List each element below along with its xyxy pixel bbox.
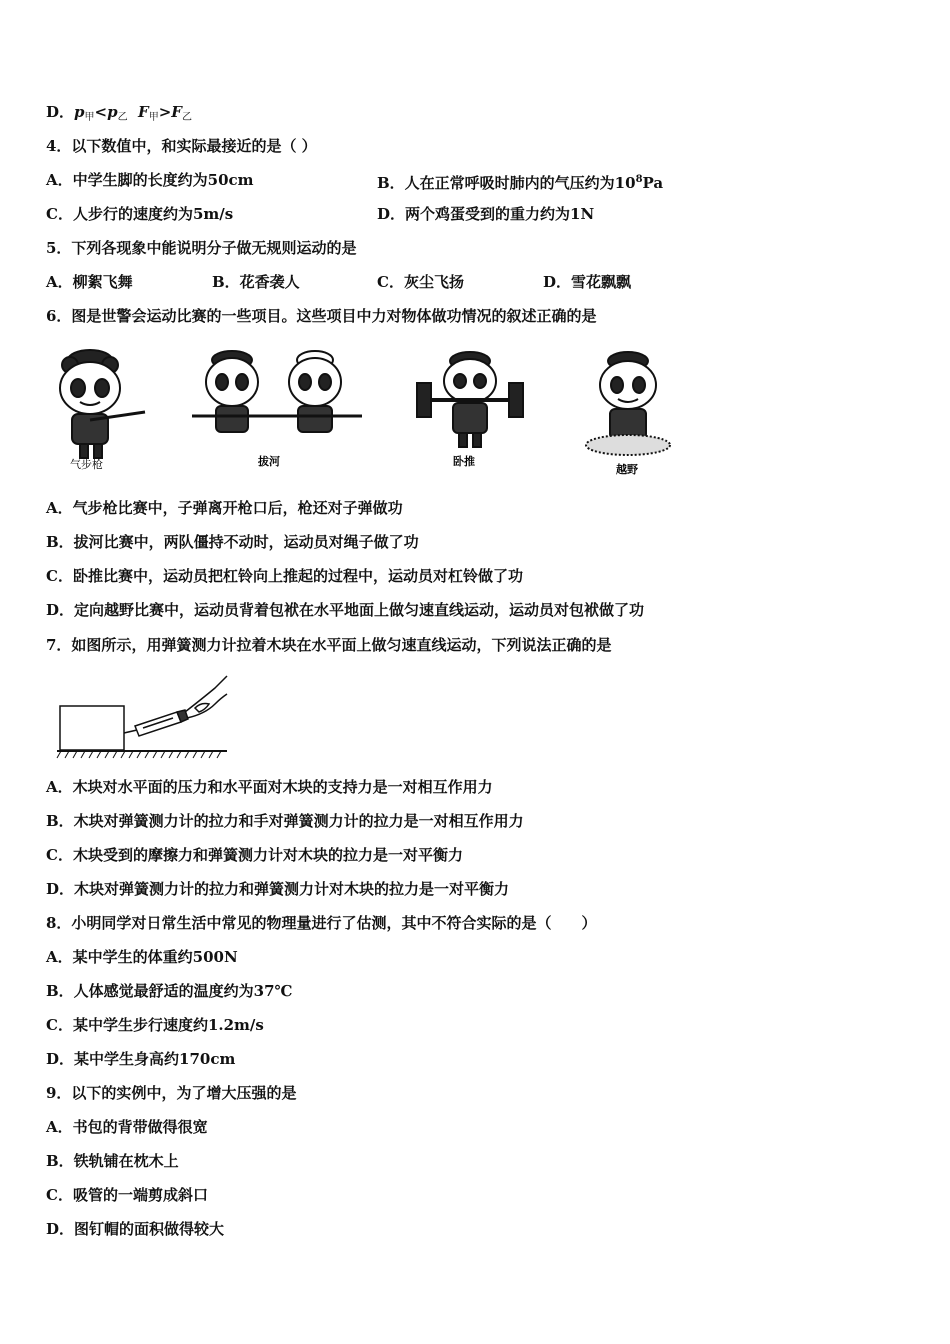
q5-option-c: C．灰尘飞扬 (377, 273, 464, 291)
q5-option-d: D．雪花飘飘 (543, 273, 632, 291)
q4-option-d: D．两个鸡蛋受到的重力约为1N (377, 205, 595, 223)
option-label: D． (46, 103, 75, 121)
q9-option-d: D．图钉帽的面积做得较大 (46, 1220, 225, 1238)
p-symbol: p (107, 103, 118, 121)
q7-option-b: B．木块对弹簧测力计的拉力和手对弹簧测力计的拉力是一对相互作用力 (46, 812, 524, 830)
q6-option-c: C．卧推比赛中，运动员把杠铃向上推起的过程中，运动员对杠铃做了功 (46, 567, 523, 585)
option-text: B．人在正常呼吸时肺内的气压约为10 (377, 174, 636, 192)
q7-stem: 7．如图所示，用弹簧测力计拉着木块在水平面上做匀速直线运动，下列说法正确的是 (46, 636, 612, 654)
q6-option-b: B．拔河比赛中，两队僵持不动时，运动员对绳子做了功 (46, 533, 419, 551)
spring-scale-block-figure (55, 668, 230, 763)
q6-stem: 6．图是世警会运动比赛的一些项目。这些项目中力对物体做功情况的叙述正确的是 (46, 307, 597, 325)
q4-stem: 4．以下数值中，和实际最接近的是（ ） (46, 137, 317, 155)
q9-option-a: A．书包的背带做得很宽 (46, 1118, 208, 1136)
f-symbol: F (171, 103, 182, 121)
q6-option-a: A．气步枪比赛中，子弹离开枪口后，枪还对子弹做功 (46, 499, 403, 517)
caption-bench-press: 卧推 (453, 455, 475, 468)
f-symbol: F (138, 103, 149, 121)
caption-orienteering: 越野 (616, 463, 638, 476)
subscript-yi: 乙 (181, 112, 192, 123)
q8-option-d: D．某中学生身高约170cm (46, 1050, 236, 1068)
subscript-yi: 乙 (117, 112, 128, 123)
greater-than: > (158, 103, 172, 121)
q5-stem: 5．下列各现象中能说明分子做无规则运动的是 (46, 239, 357, 257)
q3-option-d (46, 102, 192, 128)
q4-option-c: C．人步行的速度约为5m/s (46, 205, 234, 223)
q4-option-b (377, 170, 663, 193)
less-than: < (94, 103, 108, 121)
q5-option-b: B．花香袭人 (212, 273, 300, 291)
q8-option-c: C．某中学生步行速度约1.2m/s (46, 1016, 264, 1034)
q8-option-a: A．某中学生的体重约500N (46, 948, 238, 966)
tug-of-war-figure (190, 340, 365, 475)
unit: Pa (642, 174, 664, 192)
p-symbol: p (74, 103, 85, 121)
subscript-jia: 甲 (148, 112, 159, 123)
q9-option-c: C．吸管的一端剪成斜口 (46, 1186, 208, 1204)
q5-option-a: A．柳絮飞舞 (46, 273, 133, 291)
subscript-jia: 甲 (84, 112, 95, 123)
orienteering-figure (580, 345, 680, 480)
caption-air-rifle: 气步枪 (70, 458, 103, 471)
q7-option-a: A．木块对水平面的压力和水平面对木块的支持力是一对相互作用力 (46, 778, 493, 796)
q9-option-b: B．铁轨铺在枕木上 (46, 1152, 179, 1170)
q4-option-a: A．中学生脚的长度约为50cm (46, 171, 254, 189)
q6-option-d: D．定向越野比赛中，运动员背着包袱在水平地面上做匀速直线运动，运动员对包袱做了功 (46, 601, 645, 619)
q7-option-c: C．木块受到的摩擦力和弹簧测力计对木块的拉力是一对平衡力 (46, 846, 463, 864)
air-rifle-figure (50, 340, 150, 475)
q8-option-b: B．人体感觉最舒适的温度约为37℃ (46, 982, 293, 1000)
superscript: 8 (635, 174, 643, 185)
caption-tug-of-war: 拔河 (258, 455, 280, 468)
q9-stem: 9．以下的实例中，为了增大压强的是 (46, 1084, 297, 1102)
q8-stem: 8．小明同学对日常生活中常见的物理量进行了估测，其中不符合实际的是（ ） (46, 914, 597, 932)
bench-press-figure (415, 345, 525, 475)
q7-option-d: D．木块对弹簧测力计的拉力和弹簧测力计对木块的拉力是一对平衡力 (46, 880, 510, 898)
